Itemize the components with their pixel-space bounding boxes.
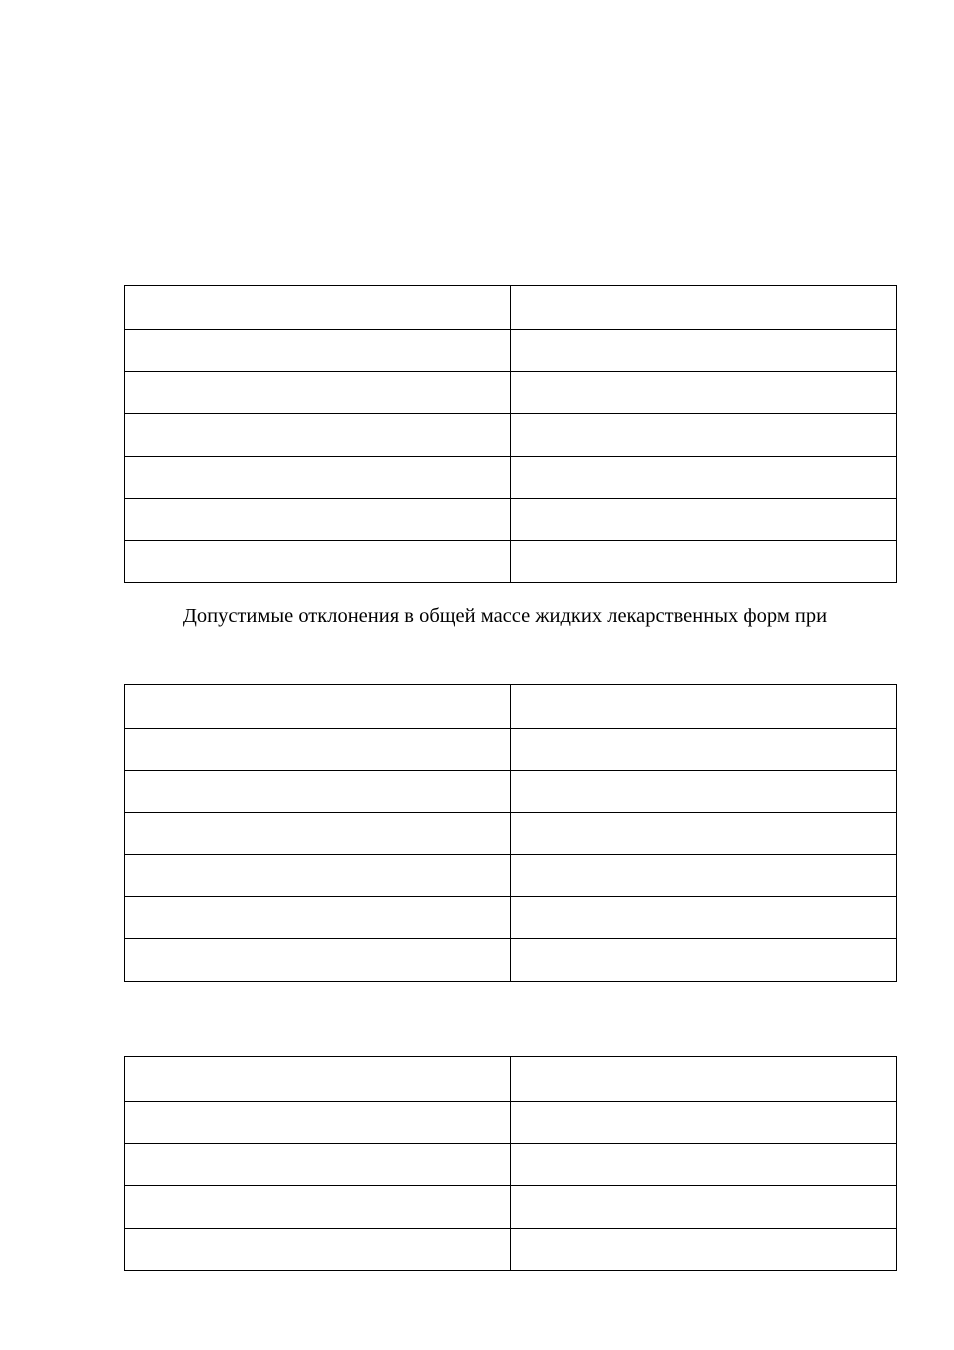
table-row bbox=[125, 330, 897, 372]
table-2-body bbox=[125, 685, 897, 982]
table-row bbox=[125, 685, 897, 729]
table-cell bbox=[125, 540, 511, 582]
table-cell bbox=[125, 1144, 511, 1186]
table-cell bbox=[125, 498, 511, 540]
table-3-body bbox=[125, 1057, 897, 1271]
table-cell bbox=[125, 1057, 511, 1102]
table-cell bbox=[511, 939, 897, 981]
table-row bbox=[125, 372, 897, 414]
table-cell bbox=[511, 1228, 897, 1270]
table-cell bbox=[511, 1186, 897, 1228]
table-row bbox=[125, 939, 897, 981]
table-cell bbox=[125, 685, 511, 729]
table-cell bbox=[125, 939, 511, 981]
table-row bbox=[125, 1102, 897, 1144]
table-row bbox=[125, 1057, 897, 1102]
table-cell bbox=[125, 286, 511, 330]
table-cell bbox=[511, 414, 897, 456]
table-row bbox=[125, 456, 897, 498]
table-cell bbox=[125, 897, 511, 939]
table-cell bbox=[125, 728, 511, 770]
table-cell bbox=[511, 728, 897, 770]
table-cell bbox=[125, 330, 511, 372]
table-cell bbox=[125, 372, 511, 414]
table-cell bbox=[511, 1102, 897, 1144]
table-cell bbox=[125, 1186, 511, 1228]
table-cell bbox=[511, 456, 897, 498]
table-cell bbox=[511, 685, 897, 729]
table-cell bbox=[511, 855, 897, 897]
table-row bbox=[125, 286, 897, 330]
table-2 bbox=[124, 684, 897, 982]
table-3 bbox=[124, 1056, 897, 1271]
table-cell bbox=[511, 1144, 897, 1186]
table-cell bbox=[511, 897, 897, 939]
table-cell bbox=[511, 540, 897, 582]
table-row bbox=[125, 1228, 897, 1270]
table-row bbox=[125, 1186, 897, 1228]
table-cell bbox=[511, 372, 897, 414]
table-cell bbox=[125, 770, 511, 812]
table-row bbox=[125, 498, 897, 540]
table-cell bbox=[511, 498, 897, 540]
table-row bbox=[125, 540, 897, 582]
table-cell bbox=[511, 812, 897, 854]
table-2-caption: Допустимые отклонения в общей массе жидких лекарственных форм при bbox=[182, 605, 828, 627]
table-cell bbox=[511, 330, 897, 372]
table-cell bbox=[125, 812, 511, 854]
table-cell bbox=[511, 770, 897, 812]
table-row bbox=[125, 414, 897, 456]
table-cell bbox=[511, 286, 897, 330]
table-row bbox=[125, 855, 897, 897]
table-cell bbox=[125, 1102, 511, 1144]
table-row bbox=[125, 770, 897, 812]
table-cell bbox=[125, 855, 511, 897]
table-cell bbox=[125, 456, 511, 498]
table-1-body bbox=[125, 286, 897, 583]
table-1 bbox=[124, 285, 897, 583]
table-row bbox=[125, 1144, 897, 1186]
table-row bbox=[125, 812, 897, 854]
table-row bbox=[125, 728, 897, 770]
table-row bbox=[125, 897, 897, 939]
table-cell bbox=[125, 1228, 511, 1270]
table-cell bbox=[125, 414, 511, 456]
table-cell bbox=[511, 1057, 897, 1102]
